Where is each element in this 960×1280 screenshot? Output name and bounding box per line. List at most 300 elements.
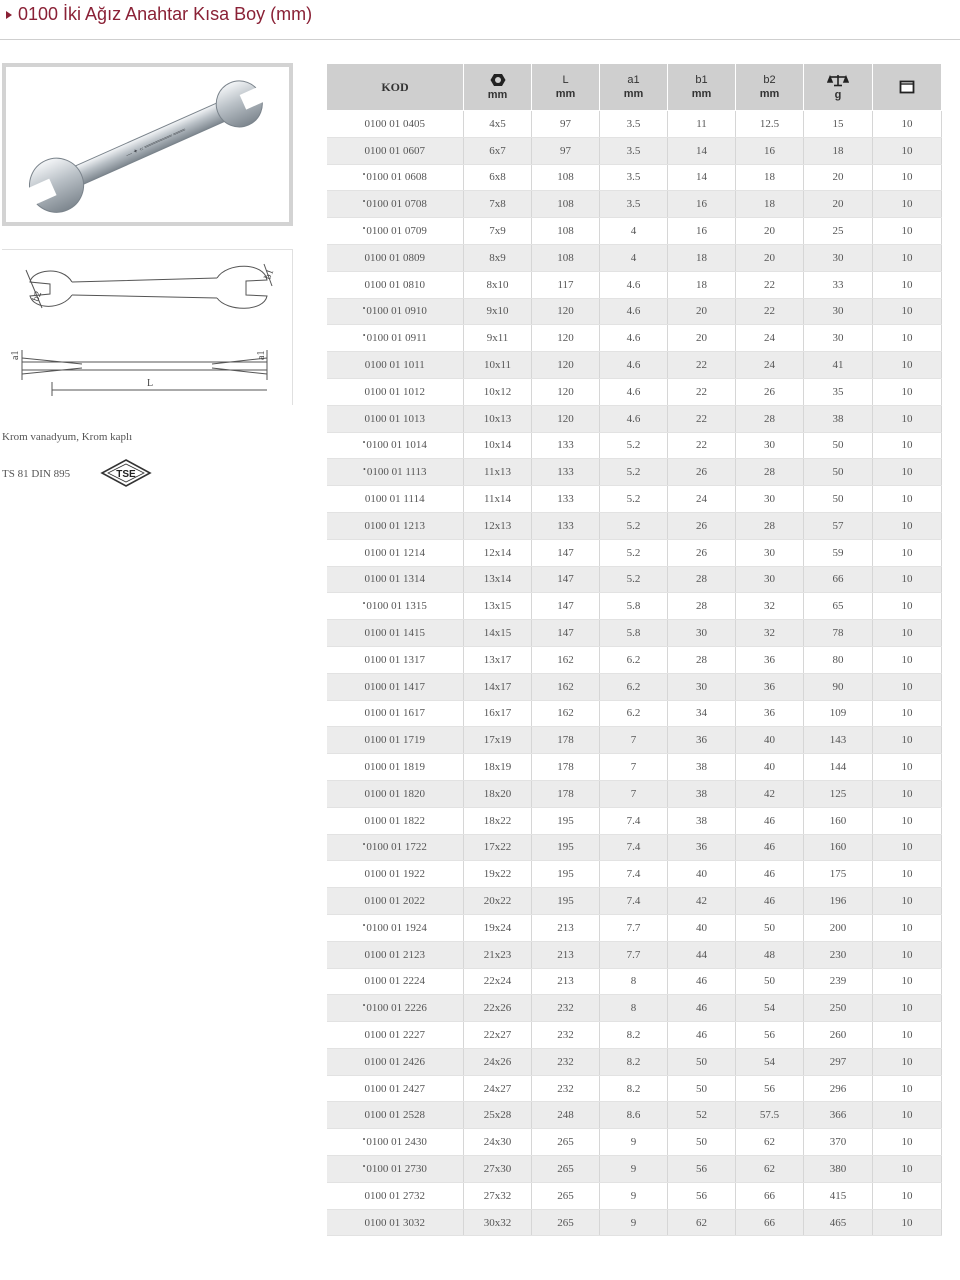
cell-code [327,673,464,700]
table-row [327,646,942,673]
cell-a1: 7 [600,780,668,807]
cell-size: 11x14 [464,486,532,513]
cell-b2: 30 [736,566,804,593]
cell-weight: 65 [804,593,873,620]
cell-package-qty: 10 [873,727,942,754]
cell-length: 248 [532,1102,600,1129]
cell-weight: 57 [804,512,873,539]
cell-b2: 28 [736,405,804,432]
cell-b2: 16 [736,137,804,164]
cell-size: 19x24 [464,914,532,941]
cell-weight: 143 [804,727,873,754]
cell-package-qty: 10 [873,1182,942,1209]
cell-a1: 8.6 [600,1102,668,1129]
new-item-marker: • [362,920,366,930]
header-b2-label: b2 [763,74,776,86]
cell-size: 10x12 [464,378,532,405]
cell-length: 147 [532,620,600,647]
cell-b2: 18 [736,191,804,218]
cell-b2: 54 [736,995,804,1022]
new-item-marker: • [362,197,366,207]
cell-weight: 175 [804,861,873,888]
cell-length: 178 [532,727,600,754]
cell-a1: 7.7 [600,914,668,941]
code-text: 0100 01 2227 [364,1028,425,1041]
cell-a1: 5.2 [600,539,668,566]
cell-package-qty: 10 [873,620,942,647]
cell-length: 232 [532,995,600,1022]
cell-b2: 36 [736,673,804,700]
cell-code [327,164,464,191]
header-b2-unit: mm [759,88,780,100]
header-kod: KOD [327,64,464,111]
cell-weight: 415 [804,1182,873,1209]
cell-a1: 4.6 [600,271,668,298]
cell-b1: 28 [668,646,736,673]
cell-size: 9x11 [464,325,532,352]
cell-length: 265 [532,1182,600,1209]
cell-package-qty: 10 [873,834,942,861]
cell-length: 133 [532,459,600,486]
cell-package-qty: 10 [873,1022,942,1049]
cell-b2: 62 [736,1129,804,1156]
cell-size: 27x30 [464,1156,532,1183]
cell-code [327,244,464,271]
wrench-diagram-icon [2,250,292,405]
cell-package-qty: 10 [873,432,942,459]
scale-weight-icon [827,73,849,87]
cell-size: 13x17 [464,646,532,673]
cell-package-qty: 10 [873,137,942,164]
cell-b2: 66 [736,1182,804,1209]
cell-a1: 3.5 [600,164,668,191]
table-row [327,218,942,245]
cell-length: 147 [532,539,600,566]
cell-b1: 22 [668,405,736,432]
cell-a1: 8 [600,995,668,1022]
cell-size: 10x13 [464,405,532,432]
cell-a1: 5.8 [600,620,668,647]
table-row [327,539,942,566]
cell-package-qty: 10 [873,218,942,245]
cell-a1: 8.2 [600,1022,668,1049]
table-row [327,754,942,781]
cell-code [327,780,464,807]
cell-a1: 6.2 [600,700,668,727]
cell-weight: 239 [804,968,873,995]
cell-weight: 297 [804,1048,873,1075]
cell-b1: 38 [668,780,736,807]
cell-size: 8x10 [464,271,532,298]
a1-label-right: a1 [256,350,267,360]
cell-package-qty: 10 [873,405,942,432]
standard-note: TS 81 DIN 895 [2,468,71,480]
table-row [327,191,942,218]
code-text: 0100 01 1314 [364,573,425,586]
cell-length: 133 [532,486,600,513]
cell-b1: 20 [668,298,736,325]
cell-b1: 62 [668,1209,736,1236]
cell-weight: 366 [804,1102,873,1129]
table-row [327,111,942,138]
cell-code [327,218,464,245]
code-text: 0100 01 0809 [364,251,425,264]
cell-code [327,700,464,727]
cell-weight: 160 [804,834,873,861]
cell-a1: 7.4 [600,834,668,861]
cell-a1: 7 [600,754,668,781]
cell-b1: 38 [668,754,736,781]
cell-a1: 4.6 [600,405,668,432]
header-b1 [668,64,736,111]
code-text: 0100 01 0911 [366,332,427,345]
table-row [327,968,942,995]
cell-b1: 16 [668,218,736,245]
cell-package-qty: 10 [873,459,942,486]
cell-b2: 22 [736,271,804,298]
cell-b2: 62 [736,1156,804,1183]
new-item-marker: • [363,465,366,475]
code-text: 0100 01 0709 [366,225,427,238]
cell-length: 213 [532,941,600,968]
cell-weight: 30 [804,298,873,325]
cell-a1: 8.2 [600,1075,668,1102]
cell-weight: 20 [804,191,873,218]
cell-length: 178 [532,780,600,807]
cell-code [327,727,464,754]
cell-code [327,298,464,325]
cell-b1: 28 [668,566,736,593]
header-a1 [600,64,668,111]
package-box-icon [899,80,915,94]
cell-a1: 4.6 [600,378,668,405]
cell-package-qty: 10 [873,861,942,888]
header-a1-unit: mm [623,88,644,100]
code-text: 0100 01 1113 [366,466,427,479]
table-row [327,271,942,298]
cell-code [327,914,464,941]
wrench-photo-icon [6,67,289,222]
header-b1-label: b1 [695,74,708,86]
cell-size: 14x15 [464,620,532,647]
code-text: 0100 01 1014 [366,439,427,452]
cell-b2: 24 [736,325,804,352]
cell-weight: 41 [804,352,873,379]
cell-weight: 59 [804,539,873,566]
cell-b1: 26 [668,459,736,486]
code-text: 0100 01 0910 [366,305,427,318]
cell-b1: 14 [668,137,736,164]
table-row [327,593,942,620]
cell-b2: 18 [736,164,804,191]
cell-code [327,941,464,968]
cell-size: 6x7 [464,137,532,164]
cell-weight: 50 [804,486,873,513]
code-text: 0100 01 1822 [364,814,425,827]
cell-package-qty: 10 [873,888,942,915]
code-text: 0100 01 2430 [366,1136,427,1149]
cell-weight: 125 [804,780,873,807]
cell-weight: 230 [804,941,873,968]
cell-length: 120 [532,405,600,432]
cell-code [327,325,464,352]
cell-length: 117 [532,271,600,298]
cell-b2: 46 [736,888,804,915]
cell-b2: 20 [736,218,804,245]
header-weight [804,64,873,111]
code-text: 0100 01 1114 [364,493,425,506]
cell-package-qty: 10 [873,352,942,379]
table-row [327,700,942,727]
cell-length: 195 [532,834,600,861]
cell-weight: 465 [804,1209,873,1236]
new-item-marker: • [362,599,366,609]
cell-size: 4x5 [464,111,532,138]
code-text: 0100 01 0607 [364,144,425,157]
table-header-row [327,64,942,111]
cell-b2: 57.5 [736,1102,804,1129]
cell-weight: 25 [804,218,873,245]
cell-a1: 3.5 [600,111,668,138]
cell-b1: 24 [668,486,736,513]
cell-b1: 50 [668,1048,736,1075]
cell-code [327,111,464,138]
cell-length: 265 [532,1129,600,1156]
cell-b2: 32 [736,593,804,620]
code-text: 0100 01 1012 [364,385,425,398]
header-size [464,64,532,111]
cell-a1: 5.2 [600,459,668,486]
table-row [327,325,942,352]
cell-size: 30x32 [464,1209,532,1236]
cell-package-qty: 10 [873,673,942,700]
a1-label-left: a1 [10,350,21,360]
cell-weight: 144 [804,754,873,781]
cell-package-qty: 10 [873,111,942,138]
cell-weight: 33 [804,271,873,298]
tse-logo-text: TSE [116,469,136,480]
cell-length: 195 [532,888,600,915]
cell-size: 12x13 [464,512,532,539]
cell-code [327,593,464,620]
cell-package-qty: 10 [873,807,942,834]
cell-size: 18x22 [464,807,532,834]
cell-length: 133 [532,512,600,539]
code-text: 0100 01 1213 [364,519,425,532]
cell-package-qty: 10 [873,914,942,941]
cell-b1: 16 [668,191,736,218]
cell-b2: 28 [736,459,804,486]
table-row [327,405,942,432]
cell-a1: 9 [600,1182,668,1209]
cell-b1: 18 [668,271,736,298]
cell-code [327,405,464,432]
cell-a1: 5.2 [600,486,668,513]
cell-length: 232 [532,1022,600,1049]
cell-length: 120 [532,298,600,325]
cell-code [327,1156,464,1183]
header-a1-label: a1 [627,74,640,86]
table-row [327,432,942,459]
cell-a1: 9 [600,1156,668,1183]
code-text: 0100 01 1820 [364,787,425,800]
cell-length: 232 [532,1075,600,1102]
cell-size: 21x23 [464,941,532,968]
cell-package-qty: 10 [873,539,942,566]
cell-size: 13x14 [464,566,532,593]
code-text: 0100 01 2732 [364,1189,425,1202]
cell-package-qty: 10 [873,941,942,968]
code-text: 0100 01 2123 [364,948,425,961]
cell-a1: 3.5 [600,137,668,164]
table-row [327,378,942,405]
code-text: 0100 01 3032 [364,1216,425,1229]
cell-b2: 26 [736,378,804,405]
cell-size: 14x17 [464,673,532,700]
table-row [327,780,942,807]
code-text: 0100 01 2730 [366,1162,427,1175]
table-row [327,1022,942,1049]
cell-b1: 56 [668,1156,736,1183]
table-row [327,459,942,486]
cell-code [327,512,464,539]
code-text: 0100 01 2427 [364,1082,425,1095]
cell-weight: 30 [804,325,873,352]
cell-length: 120 [532,378,600,405]
spec-table [326,63,942,1236]
cell-package-qty: 10 [873,1209,942,1236]
material-note: Krom vanadyum, Krom kaplı [2,431,133,443]
cell-weight: 90 [804,673,873,700]
cell-code [327,432,464,459]
table-row [327,1156,942,1183]
cell-a1: 7.4 [600,888,668,915]
table-row [327,1075,942,1102]
cell-size: 22x24 [464,968,532,995]
cell-b1: 52 [668,1102,736,1129]
cell-a1: 4 [600,244,668,271]
cell-size: 24x27 [464,1075,532,1102]
cell-package-qty: 10 [873,646,942,673]
title-divider [0,39,960,40]
table-row [327,861,942,888]
cell-code [327,1102,464,1129]
cell-package-qty: 10 [873,754,942,781]
cell-b1: 22 [668,432,736,459]
cell-size: 6x8 [464,164,532,191]
cell-weight: 160 [804,807,873,834]
cell-code [327,861,464,888]
svg-text:— ✦ ‹‹ ═══════ ═══: — ✦ ‹‹ ═══════ ═══ [125,127,187,159]
cell-code [327,968,464,995]
cell-package-qty: 10 [873,566,942,593]
code-text: 0100 01 1415 [364,627,425,640]
cell-b1: 11 [668,111,736,138]
cell-weight: 196 [804,888,873,915]
cell-length: 120 [532,352,600,379]
cell-length: 162 [532,673,600,700]
cell-package-qty: 10 [873,191,942,218]
cell-b1: 22 [668,352,736,379]
cell-code [327,620,464,647]
cell-size: 8x9 [464,244,532,271]
table-row [327,1048,942,1075]
cell-b2: 36 [736,646,804,673]
code-text: 0100 01 1722 [366,841,427,854]
table-row [327,727,942,754]
cell-length: 147 [532,593,600,620]
cell-size: 22x27 [464,1022,532,1049]
cell-size: 19x22 [464,861,532,888]
cell-b1: 40 [668,914,736,941]
new-item-marker: • [362,331,366,341]
cell-weight: 50 [804,432,873,459]
table-row [327,298,942,325]
cell-weight: 109 [804,700,873,727]
technical-drawing [2,249,293,405]
code-text: 0100 01 1617 [364,707,425,720]
cell-b1: 44 [668,941,736,968]
cell-b1: 30 [668,673,736,700]
cell-a1: 8 [600,968,668,995]
table-row [327,888,942,915]
cell-b1: 34 [668,700,736,727]
cell-code [327,1022,464,1049]
table-row [327,566,942,593]
cell-b2: 40 [736,754,804,781]
cell-length: 232 [532,1048,600,1075]
cell-package-qty: 10 [873,325,942,352]
cell-weight: 30 [804,244,873,271]
tse-certification-logo [100,458,152,488]
cell-b1: 36 [668,727,736,754]
title-arrow-icon [6,11,12,19]
cell-b1: 46 [668,995,736,1022]
cell-length: 108 [532,244,600,271]
table-row [327,673,942,700]
b1-label: b1 [262,267,277,282]
header-size-unit: mm [487,88,508,101]
cell-weight: 38 [804,405,873,432]
cell-b2: 56 [736,1075,804,1102]
cell-size: 22x26 [464,995,532,1022]
cell-package-qty: 10 [873,164,942,191]
cell-length: 162 [532,700,600,727]
cell-package-qty: 10 [873,1102,942,1129]
code-text: 0100 01 1922 [364,868,425,881]
cell-b2: 46 [736,834,804,861]
code-text: 0100 01 1315 [366,600,427,613]
new-item-marker: • [362,224,366,234]
cell-size: 18x20 [464,780,532,807]
new-item-marker: • [362,1001,366,1011]
cell-b1: 40 [668,861,736,888]
cell-package-qty: 10 [873,1129,942,1156]
table-row [327,1209,942,1236]
cell-package-qty: 10 [873,1075,942,1102]
code-text: 0100 01 0608 [366,171,427,184]
cell-package-qty: 10 [873,486,942,513]
cell-code [327,1209,464,1236]
cell-code [327,459,464,486]
cell-package-qty: 10 [873,995,942,1022]
cell-b1: 26 [668,512,736,539]
cell-b1: 22 [668,378,736,405]
cell-size: 16x17 [464,700,532,727]
cell-package-qty: 10 [873,1156,942,1183]
cell-b2: 56 [736,1022,804,1049]
header-package [873,64,942,111]
